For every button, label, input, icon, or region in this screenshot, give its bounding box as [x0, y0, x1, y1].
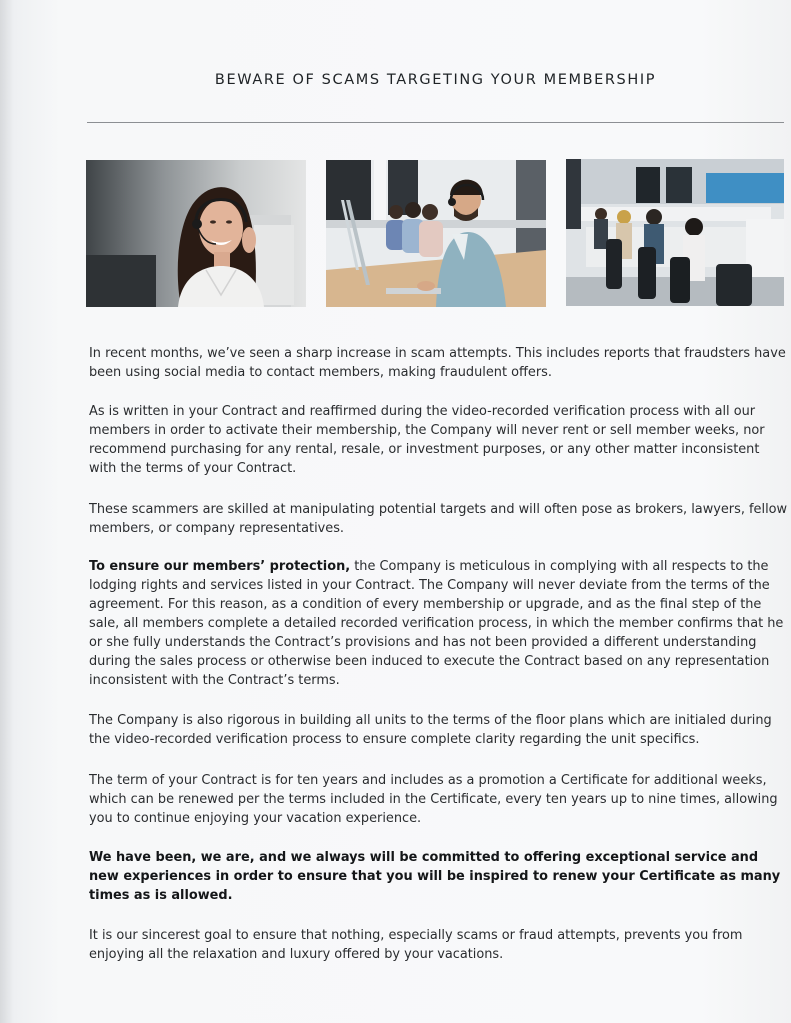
- paragraph-scammer-tactics: These scammers are skilled at manipulating potential targets and will often pose as brokers, lawyers, fellow members, or company representatives.: [89, 502, 788, 536]
- paragraph-member-protection: [89, 557, 789, 690]
- title-divider: [87, 122, 784, 123]
- paragraph-contract-terms: As is written in your Contract and reaffirmed during the video-recorded verification process with all our members in order to activate their membership, the Company will never rent or sell member weeks, nor recommend purchasing for any rental, resale, or investment purposes, or any other matter inconsistent with the terms of your Contract.: [89, 404, 765, 476]
- photo-call-center-room: [566, 159, 784, 306]
- paragraph-contract-term: The term of your Contract is for ten years and includes as a promotion a Certificate for additional weeks, which can be renewed per the terms included in the Certificate, every ten years up to nine times, allowing you to continue enjoying your vacation experience.: [89, 773, 778, 826]
- protection-body: the Company is meticulous in complying with all respects to the lodging rights and services listed in your Contract. The Company will never deviate from the terms of the agreement. For this reason, as a condition of every membership or upgrade, and as the final step of the sale, all members complete a detailed recorded verification process, in which the member confirms that he or she fully understands the Contract’s provisions and has not been provided a different understanding during the sales process or otherwise been induced to execute the Contract based on any representation inconsistent with the Contract’s terms.: [89, 559, 784, 688]
- photo-agent-headset: [86, 160, 306, 307]
- protection-lead-in: To ensure our members’ protection,: [89, 559, 351, 574]
- paragraph-closing-goal: It is our sincerest goal to ensure that nothing, especially scams or fraud attempts, prevents you from enjoying all the relaxation and luxury offered by your vacations.: [89, 928, 743, 962]
- paragraph-scam-increase: In recent months, we’ve seen a sharp increase in scam attempts. This includes reports that fraudsters have been using social media to contact members, making fraudulent offers.: [89, 346, 786, 380]
- page-title: BEWARE OF SCAMS TARGETING YOUR MEMBERSHIP: [214, 72, 657, 88]
- paragraph-floor-plans: The Company is also rigorous in building all units to the terms of the floor plans which are initialed during the video-recorded verification process to ensure complete clarity regarding the unit specifics.: [89, 713, 772, 747]
- paragraph-commitment: We have been, we are, and we always will be committed to offering exceptional service and new experiences in order to ensure that you will be inspired to renew your Certificate as many times as is allowed.: [89, 850, 781, 903]
- photo-agents-row: [326, 160, 546, 307]
